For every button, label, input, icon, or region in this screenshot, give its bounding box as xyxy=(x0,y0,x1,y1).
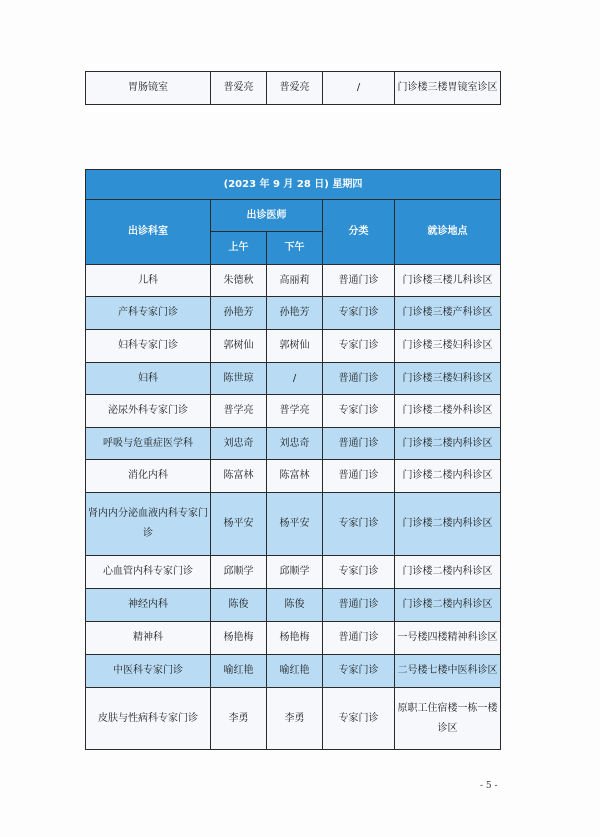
location-cell: 门诊楼三楼妇科诊区 xyxy=(395,363,501,395)
location-cell: 门诊楼三楼胃镜室诊区 xyxy=(395,72,501,105)
table-row xyxy=(86,395,501,428)
dept-cell: 儿科 xyxy=(86,265,211,297)
category-cell: 普通门诊 xyxy=(323,622,395,655)
category-cell: 专家门诊 xyxy=(323,655,395,688)
header-doctor: 出诊医师 xyxy=(211,200,323,232)
afternoon-doctor-cell: 高丽莉 xyxy=(267,265,323,297)
afternoon-doctor-cell: 李勇 xyxy=(267,688,323,750)
table-row xyxy=(86,460,501,493)
location-cell: 门诊楼二楼内科诊区 xyxy=(395,460,501,493)
location-cell: 门诊楼二楼内科诊区 xyxy=(395,428,501,460)
dept-cell: 神经内科 xyxy=(86,589,211,622)
table-row xyxy=(86,297,501,330)
afternoon-doctor-cell: 喻红艳 xyxy=(267,655,323,688)
category-cell: 普通门诊 xyxy=(323,460,395,493)
category-cell: 普通门诊 xyxy=(323,363,395,395)
morning-doctor-cell: 陈富林 xyxy=(211,460,267,493)
table-row xyxy=(86,363,501,395)
location-cell: 门诊楼二楼内科诊区 xyxy=(395,556,501,589)
morning-doctor-cell: 朱德秋 xyxy=(211,265,267,297)
dept-cell: 妇科 xyxy=(86,363,211,395)
afternoon-doctor-cell: 杨艳梅 xyxy=(267,622,323,655)
category-cell: 专家门诊 xyxy=(323,395,395,428)
header-row xyxy=(86,200,501,232)
afternoon-doctor-cell: 刘忠奇 xyxy=(267,428,323,460)
table-row xyxy=(86,556,501,589)
location-cell: 门诊楼三楼妇科诊区 xyxy=(395,330,501,363)
category-cell: 普通门诊 xyxy=(323,265,395,297)
category-cell: 普通门诊 xyxy=(323,428,395,460)
page-number: - 5 - xyxy=(480,781,498,791)
morning-doctor-cell: 刘忠奇 xyxy=(211,428,267,460)
dept-cell: 皮肤与性病科专家门诊 xyxy=(86,688,211,750)
afternoon-doctor-cell: 邱顺学 xyxy=(267,556,323,589)
category-cell: 专家门诊 xyxy=(323,688,395,750)
date-title: (2023 年 9 月 28 日) 星期四 xyxy=(86,170,501,200)
morning-doctor-cell: 陈世琼 xyxy=(211,363,267,395)
location-cell: 门诊楼三楼儿科诊区 xyxy=(395,265,501,297)
afternoon-doctor-cell: 陈俊 xyxy=(267,589,323,622)
afternoon-doctor-cell: 普学亮 xyxy=(267,395,323,428)
header-afternoon: 下午 xyxy=(267,232,323,265)
header-morning: 上午 xyxy=(211,232,267,265)
dept-cell: 消化内科 xyxy=(86,460,211,493)
table-row xyxy=(86,589,501,622)
location-cell: 一号楼四楼精神科诊区 xyxy=(395,622,501,655)
location-cell: 门诊楼三楼产科诊区 xyxy=(395,297,501,330)
morning-doctor-cell: 杨艳梅 xyxy=(211,622,267,655)
dept-cell: 产科专家门诊 xyxy=(86,297,211,330)
morning-doctor-cell: 孙艳芳 xyxy=(211,297,267,330)
date-title-row xyxy=(86,170,501,200)
dept-cell: 妇科专家门诊 xyxy=(86,330,211,363)
header-category: 分类 xyxy=(323,200,395,265)
table-row xyxy=(86,330,501,363)
table-row xyxy=(86,622,501,655)
morning-doctor-cell: 喻红艳 xyxy=(211,655,267,688)
category-cell: / xyxy=(323,72,395,105)
table-row xyxy=(86,688,501,750)
morning-doctor-cell: 邱顺学 xyxy=(211,556,267,589)
afternoon-doctor-cell: 陈富林 xyxy=(267,460,323,493)
afternoon-doctor-cell: 杨平安 xyxy=(267,493,323,556)
afternoon-doctor-cell: 郭树仙 xyxy=(267,330,323,363)
schedule-rows xyxy=(86,265,501,750)
table-row xyxy=(86,265,501,297)
morning-doctor-cell: 普爱亮 xyxy=(211,72,267,105)
morning-doctor-cell: 李勇 xyxy=(211,688,267,750)
afternoon-doctor-cell: / xyxy=(267,363,323,395)
table-row xyxy=(86,655,501,688)
afternoon-doctor-cell: 普爱亮 xyxy=(267,72,323,105)
schedule-table xyxy=(85,169,501,750)
dept-cell: 中医科专家门诊 xyxy=(86,655,211,688)
afternoon-doctor-cell: 孙艳芳 xyxy=(267,297,323,330)
dept-cell: 精神科 xyxy=(86,622,211,655)
category-cell: 专家门诊 xyxy=(323,297,395,330)
header-location: 就诊地点 xyxy=(395,200,501,265)
dept-cell: 胃肠镜室 xyxy=(86,72,211,105)
location-cell: 门诊楼二楼内科诊区 xyxy=(395,589,501,622)
category-cell: 专家门诊 xyxy=(323,493,395,556)
category-cell: 普通门诊 xyxy=(323,589,395,622)
schedule-continuation-table xyxy=(85,71,501,105)
table-row xyxy=(86,493,501,556)
morning-doctor-cell: 陈俊 xyxy=(211,589,267,622)
morning-doctor-cell: 郭树仙 xyxy=(211,330,267,363)
table-row xyxy=(86,428,501,460)
location-cell: 门诊楼二楼外科诊区 xyxy=(395,395,501,428)
location-cell: 门诊楼二楼内科诊区 xyxy=(395,493,501,556)
morning-doctor-cell: 普学亮 xyxy=(211,395,267,428)
category-cell: 专家门诊 xyxy=(323,330,395,363)
dept-cell: 心血管内科专家门诊 xyxy=(86,556,211,589)
dept-cell: 泌尿外科专家门诊 xyxy=(86,395,211,428)
location-cell: 原职工住宿楼一栋一楼诊区 xyxy=(395,688,501,750)
category-cell: 专家门诊 xyxy=(323,556,395,589)
morning-doctor-cell: 杨平安 xyxy=(211,493,267,556)
dept-cell: 肾内内分泌血液内科专家门诊 xyxy=(86,493,211,556)
dept-cell: 呼吸与危重症医学科 xyxy=(86,428,211,460)
header-dept: 出诊科室 xyxy=(86,200,211,265)
location-cell: 二号楼七楼中医科诊区 xyxy=(395,655,501,688)
table-row xyxy=(86,72,501,105)
